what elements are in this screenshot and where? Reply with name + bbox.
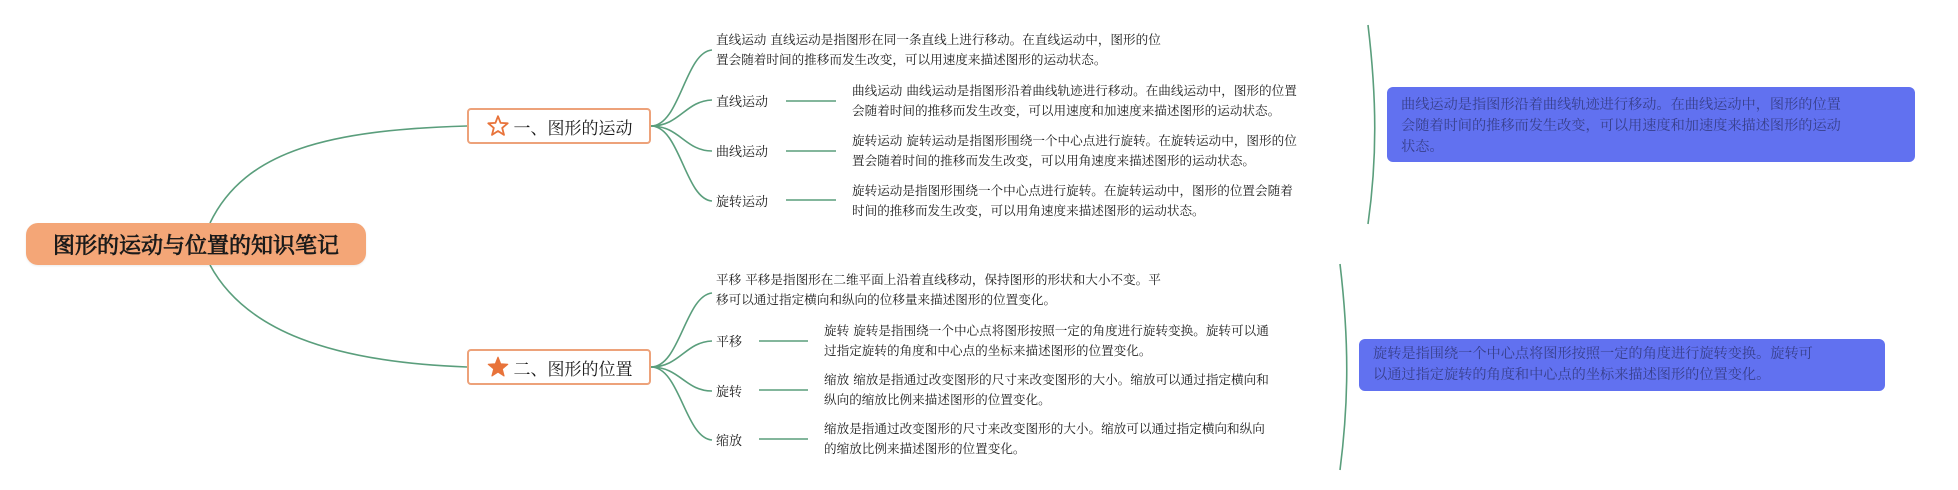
text-line: 置会随着时间的推移而发生改变，可以用角速度来描述图形的运动状态。 bbox=[852, 153, 1255, 168]
summary-card-position bbox=[1359, 339, 1885, 391]
b2-item-text-2 bbox=[824, 370, 1269, 410]
b2-item-label-scale: 缩放 bbox=[716, 434, 743, 449]
connector-b1-item2 bbox=[651, 126, 712, 151]
b1-item-text-3 bbox=[852, 181, 1293, 221]
b1-item-label-curve: 曲线运动 bbox=[716, 145, 769, 160]
b1-item-label-linear: 直线运动 bbox=[716, 95, 769, 110]
connector-b2-item1 bbox=[651, 341, 712, 367]
text-line: 缩放是指通过改变图形的尺寸来改变图形的大小。缩放可以通过指定横向和纵向 bbox=[824, 421, 1265, 436]
connector-root-branch1 bbox=[210, 126, 467, 223]
connector-root-branch2 bbox=[210, 265, 467, 367]
b1-item-text-1 bbox=[852, 81, 1297, 121]
b2-item-text-3 bbox=[824, 419, 1265, 459]
summary-line: 会随着时间的推移而发生改变，可以用速度和加速度来描述图形的运动 bbox=[1401, 118, 1841, 134]
b2-intro-text bbox=[716, 270, 1161, 310]
text-line: 移可以通过指定横向和纵向的位移量来描述图形的位置变化。 bbox=[716, 292, 1057, 307]
text-line: 过指定旋转的角度和中心点的坐标来描述图形的位置变化。 bbox=[824, 343, 1152, 358]
text-line: 平移 平移是指图形在二维平面上沿着直线移动，保持图形的形状和大小不变。平 bbox=[716, 272, 1161, 287]
text-line: 旋转运动是指图形围绕一个中心点进行旋转。在旋转运动中，图形的位置会随着 bbox=[852, 183, 1293, 198]
connector-b1-item1 bbox=[651, 100, 712, 126]
summary-line: 旋转是指围绕一个中心点将图形按照一定的角度进行旋转变换。旋转可 bbox=[1373, 346, 1813, 362]
b1-intro-text bbox=[716, 30, 1161, 70]
root-topic: 图形的运动与位置的知识笔记 bbox=[26, 223, 366, 265]
text-line: 缩放 缩放是指通过改变图形的尺寸来改变图形的大小。缩放可以通过指定横向和 bbox=[824, 372, 1269, 387]
text-line: 直线运动 直线运动是指图形在同一条直线上进行移动。在直线运动中，图形的位 bbox=[716, 32, 1161, 47]
branch-figure-motion bbox=[467, 108, 651, 144]
b2-item-text-1 bbox=[824, 321, 1269, 361]
branch-title: 二、图形的位置 bbox=[513, 359, 633, 380]
text-line: 旋转 旋转是指围绕一个中心点将图形按照一定的角度进行旋转变换。旋转可以通 bbox=[824, 323, 1269, 338]
summary-bracket-1 bbox=[1368, 25, 1375, 224]
b1-item-label-rotate: 旋转运动 bbox=[716, 195, 769, 210]
text-line: 置会随着时间的推移而发生改变，可以用速度来描述图形的运动状态。 bbox=[716, 52, 1107, 67]
branch-figure-position bbox=[467, 349, 651, 385]
text-line: 旋转运动 旋转运动是指图形围绕一个中心点进行旋转。在旋转运动中，图形的位 bbox=[852, 133, 1297, 148]
summary-card-motion bbox=[1387, 87, 1915, 162]
summary-line: 以通过指定旋转的角度和中心点的坐标来描述图形的位置变化。 bbox=[1373, 367, 1771, 383]
summary-bracket-2 bbox=[1340, 264, 1347, 470]
text-line: 曲线运动 曲线运动是指图形沿着曲线轨迹进行移动。在曲线运动中，图形的位置 bbox=[852, 83, 1297, 98]
text-line: 的缩放比例来描述图形的位置变化。 bbox=[824, 441, 1026, 456]
text-line: 会随着时间的推移而发生改变，可以用速度和加速度来描述图形的运动状态。 bbox=[852, 103, 1281, 118]
summary-line: 状态。 bbox=[1401, 139, 1444, 155]
b2-item-label-translate: 平移 bbox=[716, 335, 743, 350]
star-filled-icon bbox=[486, 355, 510, 379]
b2-item-label-rotate: 旋转 bbox=[716, 385, 743, 400]
branch-title: 一、图形的运动 bbox=[513, 118, 633, 139]
text-line: 纵向的缩放比例来描述图形的位置变化。 bbox=[824, 392, 1051, 407]
summary-line: 曲线运动是指图形沿着曲线轨迹进行移动。在曲线运动中，图形的位置 bbox=[1401, 97, 1841, 113]
star-outline-icon bbox=[486, 114, 510, 138]
b1-item-text-2 bbox=[852, 131, 1297, 171]
text-line: 时间的推移而发生改变，可以用角速度来描述图形的运动状态。 bbox=[852, 203, 1205, 218]
